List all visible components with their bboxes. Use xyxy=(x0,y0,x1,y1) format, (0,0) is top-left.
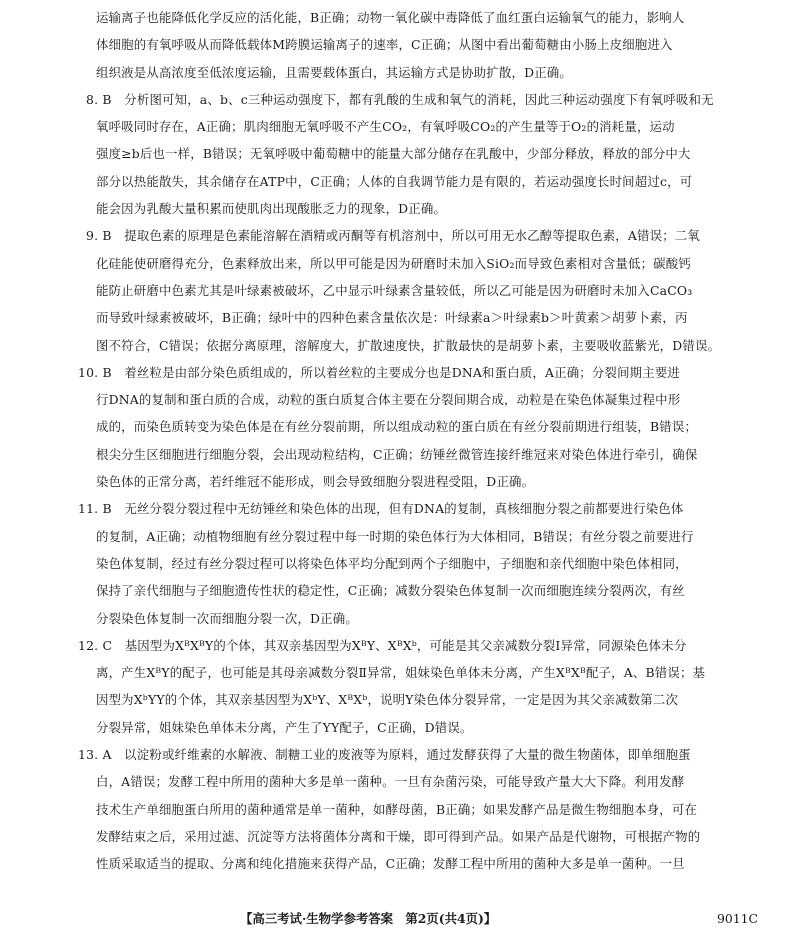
text-line: 染色体复制，经过有丝分裂过程可以将染色体平均分配到两个子细胞中，子细胞和亲代细胞中染色体相同， xyxy=(96,555,688,571)
question-start-line: 11. B 无丝分裂分裂过程中无纺锤丝和染色体的出现，但有DNA的复制，真核细胞分裂之前都要进行染色体 xyxy=(78,501,684,517)
text-line: 行DNA的复制和蛋白质的合成，动粒的蛋白质复合体主要在分裂间期合成，动粒是在染色体凝集过程中形 xyxy=(96,392,681,408)
text-line: 技术生产单细胞蛋白所用的菌种通常是单一菌种，如酵母菌，B正确；如果发酵产品是微生物细胞本身，可在 xyxy=(96,801,698,817)
text-line: 保持了亲代细胞与子细胞遗传性状的稳定性，C正确；减数分裂染色体复制一次而细胞连续分裂两次，有丝 xyxy=(96,583,685,599)
footer-code: 9011C xyxy=(716,911,758,926)
text-line: 根尖分生区细胞进行细胞分裂，会出现动粒结构，C正确；纺锤丝微管连接纤维冠来对染色体进行牵引，确保 xyxy=(96,446,698,462)
text-line: 分裂染色体复制一次而细胞分裂一次，D正确。 xyxy=(96,610,358,626)
question-start-line: 8. B 分析图可知，a、b、c三种运动强度下，都有乳酸的生成和氧气的消耗，因此三种运动强度下有氧呼吸和无 xyxy=(86,91,714,107)
question-start-line: 10. B 着丝粒是由部分染色质组成的，所以着丝粒的主要成分也是DNA和蛋白质，A正确；分裂间期主要进 xyxy=(78,364,681,380)
text-line: 分裂异常，姐妹染色单体未分离，产生了YY配子，C正确，D错误。 xyxy=(96,719,473,735)
footer-page-info: 【高三考试·生物学参考答案 第2页(共4页)】 xyxy=(240,911,497,926)
text-line: 氧呼吸同时存在，A正确；肌肉细胞无氧呼吸不产生CO₂，有氧呼吸CO₂的产生量等于O₂的消耗量，运动 xyxy=(96,119,675,135)
text-line: 离，产生XᴮY的配子，也可能是其母亲减数分裂Ⅱ异常，姐妹染色单体未分离，产生XᴮXᴮ配子，A、B错误；基 xyxy=(96,665,706,681)
text-line: 强度≥b后也一样，B错误；无氧呼吸中葡萄糖中的能量大部分储存在乳酸中，少部分释放，释放的部分中大 xyxy=(96,146,691,162)
question-start-line: 9. B 提取色素的原理是色素能溶解在酒精或丙酮等有机溶剂中，所以可用无水乙醇等提取色素，A错误；二氧 xyxy=(86,228,700,244)
text-line: 发酵结束之后，采用过滤、沉淀等方法将菌体分离和干燥，即可得到产品。如果产品是代谢物，可根据产物的 xyxy=(96,828,701,844)
text-line: 部分以热能散失，其余储存在ATP中，C正确；人体的自我调节能力是有限的，若运动强度长时间超过c，可 xyxy=(96,173,693,189)
page-footer xyxy=(0,908,794,930)
text-line: 因型为XᵇYY的个体，其双亲基因型为XᵇY、XᴮXᵇ，说明Y染色体分裂异常，一定是因为其父亲减数第二次 xyxy=(96,692,679,708)
text-line: 图不符合，C错误；依据分离原理，溶解度大，扩散速度快，扩散最快的是胡萝卜素，主要吸收蓝紫光，D错误。 xyxy=(96,337,721,353)
text-line: 染色体的正常分离，若纤维冠不能形成，则会导致细胞分裂进程受阻，D正确。 xyxy=(96,474,535,490)
question-start-line: 12. C 基因型为XᴮXᴮY的个体，其双亲基因型为XᴮY、XᴮXᵇ，可能是其父亲减数分裂Ⅰ异常，同源染色体未分 xyxy=(78,637,687,653)
text-line: 性质采取适当的提取、分离和纯化措施来获得产品，C正确；发酵工程中所用的菌种大多是单一菌种。一旦 xyxy=(96,856,685,872)
text-line: 能会因为乳酸大量积累而使肌肉出现酸胀乏力的现象，D正确。 xyxy=(96,201,447,217)
text-line: 成的，而染色质转变为染色体是在有丝分裂前期，所以组成动粒的蛋白质在有丝分裂前期进行组装，B错误； xyxy=(96,419,698,435)
text-line: 运输离子也能降低化学反应的活化能，B正确；动物一氧化碳中毒降低了血红蛋白运输氧气的能力，影响人 xyxy=(96,10,685,25)
text-line: 而导致叶绿素被破坏，B正确；绿叶中的四种色素含量依次是：叶绿素a＞叶绿素b＞叶黄素＞胡萝卜素，丙 xyxy=(96,310,688,326)
text-line: 能防止研磨中色素尤其是叶绿素被破坏，乙中显示叶绿素含量较低，所以乙可能是因为研磨时未加入CaCO₃ xyxy=(96,282,693,298)
text-line: 体细胞的有氧呼吸从而降低载体M跨膜运输离子的速率，C正确；从图中看出葡萄糖由小肠上皮细胞进入 xyxy=(96,37,673,53)
text-line: 化硅能使研磨得充分，色素释放出来，所以甲可能是因为研磨时未加入SiO₂而导致色素相对含量低；碳酸钙 xyxy=(96,255,691,271)
text-line: 白，A错误；发酵工程中所用的菌种大多是单一菌种。一旦有杂菌污染，可能导致产量大大下降。利用发酵 xyxy=(96,774,685,790)
question-start-line: 13. A 以淀粉或纤维素的水解液、制糖工业的废液等为原料，通过发酵获得了大量的微生物菌体，即单细胞蛋 xyxy=(78,747,691,763)
text-line: 的复制，A正确；动植物细胞有丝分裂过程中每一时期的染色体行为大体相同，B错误；有丝分裂之前要进行 xyxy=(96,528,694,544)
text-line: 组织液是从高浓度至低浓度运输，且需要载体蛋白，其运输方式是协助扩散，D正确。 xyxy=(96,64,572,80)
